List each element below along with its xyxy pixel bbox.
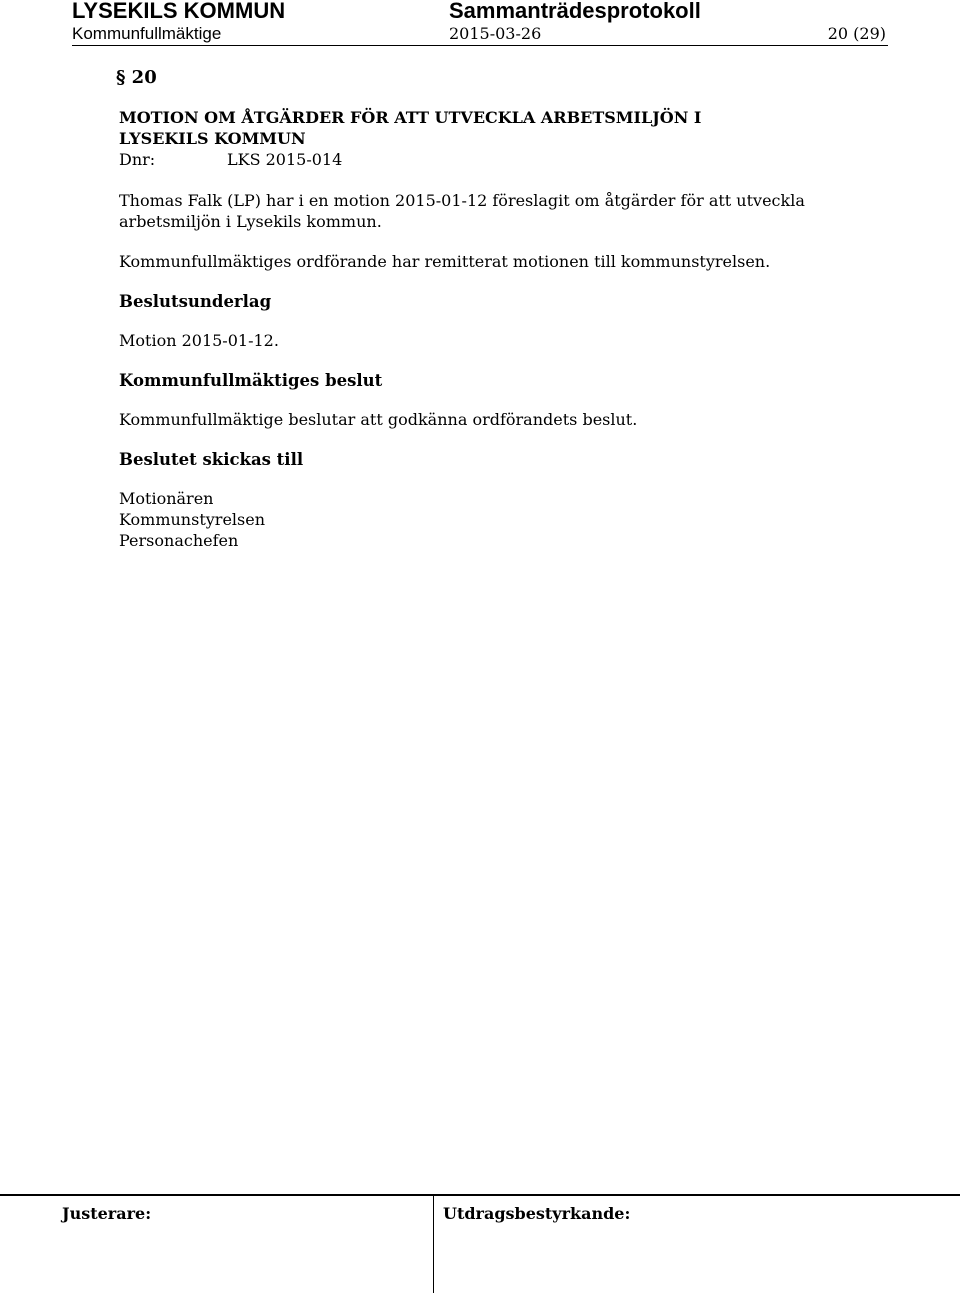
basis-heading: Beslutsunderlag: [119, 292, 272, 311]
footer-divider: [0, 1194, 960, 1196]
referral-statement: Kommunfullmäktiges ordförande har remitterat motionen till kommunstyrelsen.: [119, 252, 771, 271]
section-title-line-2: LYSEKILS KOMMUN: [119, 129, 306, 148]
motion-description-line-1: Thomas Falk (LP) har i en motion 2015-01-12 föreslagit om åtgärder för att utveckla: [119, 191, 805, 210]
section-title-line-1: MOTION OM ÅTGÄRDER FÖR ATT UTVECKLA ARBETSMILJÖN I: [119, 108, 702, 127]
header-organization: LYSEKILS KOMMUN: [72, 0, 286, 23]
basis-text: Motion 2015-01-12.: [119, 331, 279, 350]
header-body-name: Kommunfullmäktige: [72, 24, 222, 43]
list-item: Personachefen: [119, 531, 239, 550]
registration-number: [119, 149, 899, 170]
protocol-content: [116, 66, 899, 551]
distribution-list: [119, 488, 899, 551]
list-item: Motionären: [119, 489, 214, 508]
list-item: Kommunstyrelsen: [119, 510, 266, 529]
header-divider: [72, 45, 888, 46]
header-meeting-date: 2015-03-26: [449, 24, 542, 43]
header-document-type: Sammanträdesprotokoll: [449, 0, 701, 23]
decision-text: Kommunfullmäktige beslutar att godkänna ordförandets beslut.: [119, 410, 638, 429]
motion-description: [119, 190, 899, 232]
paragraph-number: § 20: [116, 67, 157, 88]
certification-label: Utdragsbestyrkande:: [443, 1204, 631, 1223]
distribution-heading: Beslutet skickas till: [119, 450, 304, 469]
adjuster-label: Justerare:: [62, 1204, 152, 1223]
registration-number-label: Dnr:: [119, 150, 156, 169]
footer-column-divider: [433, 1196, 434, 1293]
motion-description-line-2: arbetsmiljön i Lysekils kommun.: [119, 212, 382, 231]
registration-number-value: LKS 2015-014: [227, 150, 343, 169]
header-page-number: 20 (29): [827, 24, 886, 43]
decision-heading: Kommunfullmäktiges beslut: [119, 371, 383, 390]
